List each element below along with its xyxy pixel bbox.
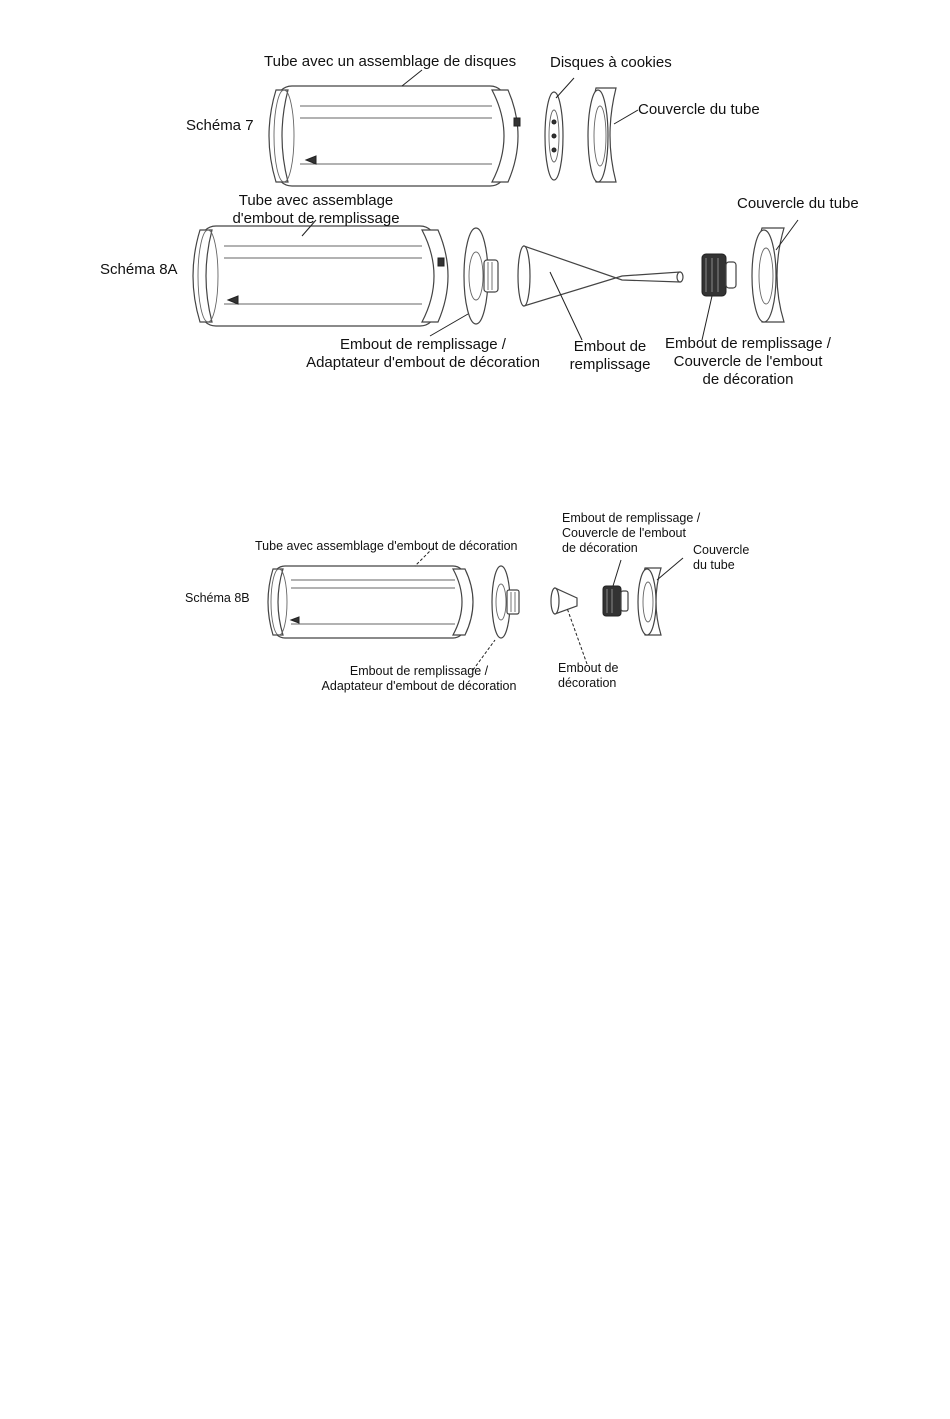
schema8a-nozzle-cap xyxy=(702,254,736,296)
schema8a-filling-nozzle xyxy=(518,246,683,306)
schema8b-adapter-label xyxy=(311,664,527,694)
schema8b-nozzle-cap-label-line2: Couvercle de l'embout xyxy=(562,526,686,540)
schema8b-adapter xyxy=(492,566,519,638)
schema8a-adapter-label-line1: Embout de remplissage / xyxy=(340,336,506,353)
schema8b-adapter-label-line1: Embout de remplissage / xyxy=(349,664,489,678)
schema8b-nozzle-cap xyxy=(603,586,628,616)
schema8b-nozzle-cap-label xyxy=(562,511,700,556)
schema8b-tip-label-line2: décoration xyxy=(558,676,617,690)
schema8a-cap-label: Couvercle du tube xyxy=(737,195,859,212)
schema8a-title: Schéma 8A xyxy=(100,261,178,278)
schema7-cookie-disk xyxy=(545,92,563,180)
schema8b-cap-label xyxy=(693,543,749,573)
schema8a-nozzle-cap-label-line1: Embout de remplissage / xyxy=(665,335,831,352)
schema7-tube-cap xyxy=(588,88,616,182)
schema7-tube-label: Tube avec un assemblage de disques xyxy=(264,53,517,70)
schema8a-adapter-label-line2: Adaptateur d'embout de décoration xyxy=(306,354,540,371)
diagram-panel-bottom xyxy=(143,500,753,722)
schema8b-tip-label xyxy=(558,661,618,691)
schema8a-nozzle-label-line1: Embout de xyxy=(573,338,647,355)
schema8b-tip-label-line1: Embout de xyxy=(558,661,619,675)
schema8a-nozzle-label xyxy=(562,338,658,374)
schema8b-nozzle-cap-label-line3: de décoration xyxy=(562,541,638,555)
diagram-panel-top xyxy=(62,14,886,426)
schema8b-tube xyxy=(268,566,473,638)
schema8a-tube-label-line1: Tube avec assemblage xyxy=(238,192,394,209)
schema7-title: Schéma 7 xyxy=(186,117,254,134)
schema8a-nozzle-label-line2: remplissage xyxy=(569,356,651,373)
schema8b-cap-label-line2: du tube xyxy=(693,558,735,572)
schema8a-nozzle-cap-label-line2: Couvercle de l'embout xyxy=(673,353,823,370)
schema7-cap-label: Couvercle du tube xyxy=(638,101,760,118)
schema8a-tube xyxy=(193,226,448,326)
schema8a-adapter-label xyxy=(298,336,548,372)
schema8a-tube-cap xyxy=(752,228,784,322)
schema8a-nozzle-cap-label xyxy=(658,335,838,389)
schema8a-tube-label-line2: d'embout de remplissage xyxy=(232,210,400,227)
schema8b-nozzle-cap-label-line1: Embout de remplissage / xyxy=(562,511,701,525)
schema8b-cap-label-line1: Couvercle xyxy=(693,543,750,557)
schema7-disks-label: Disques à cookies xyxy=(550,54,672,71)
schema8a-nozzle-cap-label-line3: de décoration xyxy=(702,371,794,388)
schema8b-tube-cap xyxy=(638,568,661,635)
schema8b-title: Schéma 8B xyxy=(185,591,250,605)
schema7-tube xyxy=(269,86,520,186)
schema8a-adapter xyxy=(464,228,498,324)
schema8a-tube-label xyxy=(218,192,414,228)
schema8b-adapter-label-line2: Adaptateur d'embout de décoration xyxy=(321,679,517,693)
schema8b-tube-label: Tube avec assemblage d'embout de décoration xyxy=(255,539,518,553)
schema8b-decorating-tip xyxy=(551,588,577,614)
